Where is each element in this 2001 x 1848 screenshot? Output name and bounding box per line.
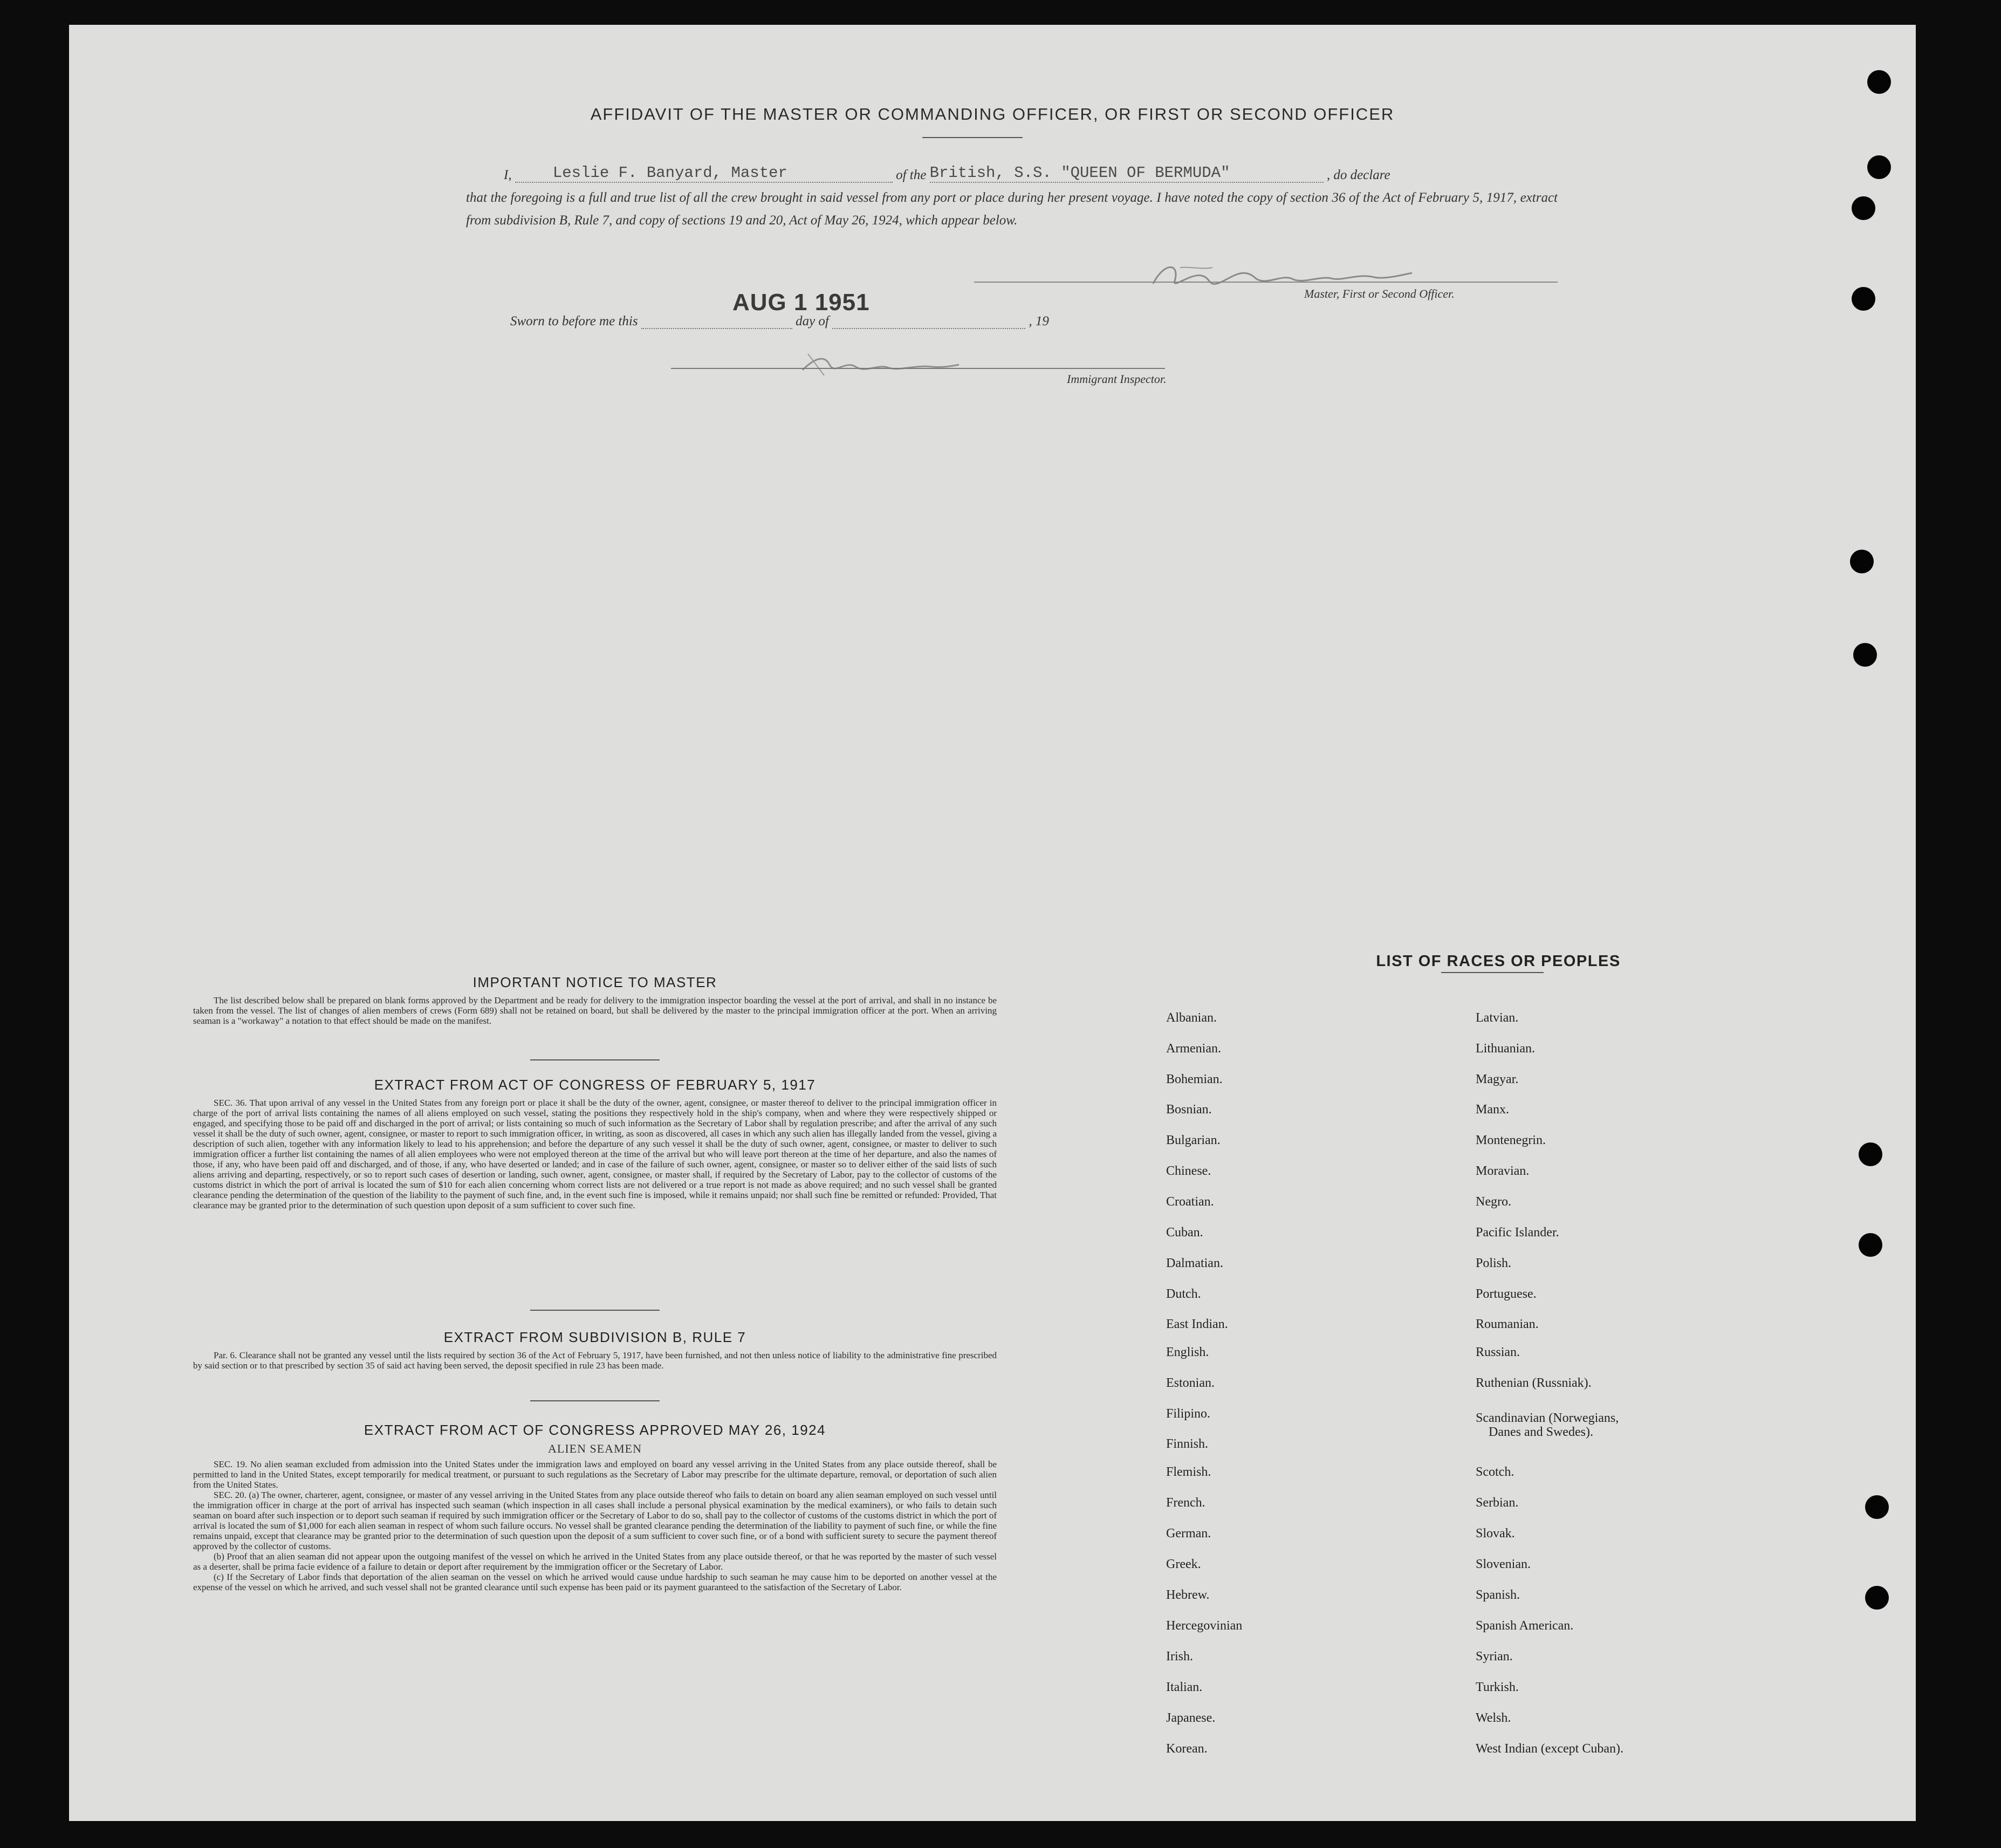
race-right: Danes and Swedes).	[1489, 1425, 1593, 1439]
title-divider	[922, 137, 1023, 138]
race-left: Filipino.	[1166, 1407, 1211, 1421]
race-left: Italian.	[1166, 1680, 1203, 1694]
rule-7-text: Par. 6. Clearance shall not be granted any vessel until the lists required by section 36 of the Act of February 5, 1917, have been furnished, and not then unless notice of liability to the administrative fine prescribed by said section or to that prescribed by section 35 of said act having been served, the deposit specified in rule 23 has been made.	[193, 1350, 997, 1371]
race-right: Magyar.	[1476, 1072, 1519, 1086]
race-right: Lithuanian.	[1476, 1042, 1535, 1056]
race-right: Manx.	[1476, 1103, 1509, 1117]
race-left: Greek.	[1166, 1557, 1201, 1571]
race-left: Dutch.	[1166, 1287, 1201, 1301]
race-left: Armenian.	[1166, 1042, 1221, 1056]
race-left: Hebrew.	[1166, 1588, 1210, 1602]
race-right: Scotch.	[1476, 1465, 1515, 1479]
inspector-signature	[792, 343, 964, 386]
race-left: German.	[1166, 1527, 1211, 1541]
race-right: Pacific Islander.	[1476, 1226, 1559, 1240]
document-page	[69, 25, 1916, 1821]
do-declare-label: , do declare	[1326, 168, 1390, 182]
divider-1	[193, 1059, 997, 1060]
punch-hole	[1853, 643, 1877, 667]
race-left: Flemish.	[1166, 1465, 1211, 1479]
race-right: Roumanian.	[1476, 1317, 1539, 1331]
act-1924-title: EXTRACT FROM ACT OF CONGRESS APPROVED MAY 26, 1924	[364, 1422, 826, 1438]
master-name: Leslie F. Banyard, Master	[515, 164, 893, 183]
affidavit-title: AFFIDAVIT OF THE MASTER OR COMMANDING OFFICER, OR FIRST OR SECOND OFFICER	[590, 105, 1395, 124]
punch-hole	[1865, 1586, 1889, 1610]
master-signature-caption: Master, First or Second Officer.	[1304, 287, 1455, 300]
race-left: Chinese.	[1166, 1164, 1211, 1178]
rule-7-title: EXTRACT FROM SUBDIVISION B, RULE 7	[443, 1329, 746, 1345]
notice-master	[193, 974, 997, 1026]
punch-hole	[1852, 287, 1875, 311]
race-right: Montenegrin.	[1476, 1133, 1546, 1147]
race-right: Polish.	[1476, 1256, 1512, 1270]
inspector-signature-line	[671, 368, 1165, 369]
race-right: Welsh.	[1476, 1711, 1511, 1725]
race-right: Scandinavian (Norwegians,	[1476, 1411, 1619, 1425]
race-right: Spanish American.	[1476, 1619, 1574, 1633]
race-right: Moravian.	[1476, 1164, 1530, 1178]
punch-hole	[1859, 1142, 1882, 1166]
notice-master-text: The list described below shall be prepared on blank forms approved by the Department and be ready for delivery to the immigration inspector boarding the vessel at the port of arrival, and shall in no instance be taken from the vessel. The list of changes of alien members of crews (Form 689) shall not be retained on board, but shall be delivered by the master to the principal immigration officer at the port. When an arriving seaman is a "workaway" a notation to that effect should be made on the manifest.	[193, 995, 997, 1026]
race-left: Irish.	[1166, 1649, 1193, 1664]
date-stamp: AUG 1 1951	[732, 289, 870, 316]
punch-hole	[1852, 196, 1875, 220]
act-1924-sec20a: SEC. 20. (a) The owner, charterer, agent, consignee, or master of any vessel arriving in the United States from any place outside thereof who fails to detain on board any alien seaman employed on such vessel until the immigration officer in charge at the port of arrival has inspected such seaman (which inspection in all cases shall include a personal physical examination by the medical examiners), or who fails to detain such seaman on board after such inspection or to deport such seaman if required by such immigration officer or the Secretary of Labor to do so, shall pay to the collector of customs of the customs district in which the port of arrival is located the sum of $1,000 for each alien seaman in respect of whom such failure occurs. No vessel shall be granted clearance pending the determination of the liability to payment of such fine, or while the fine remains unpaid, except that clearance may be granted prior to the determination of such question upon the deposit of a sum sufficient to cover such fine, or of a bond with sufficient surety to secure the payment thereof approved by the collector of customs.	[193, 1490, 997, 1551]
race-right: Negro.	[1476, 1195, 1511, 1209]
master-signature-line	[974, 282, 1558, 283]
race-right: Slovenian.	[1476, 1557, 1531, 1571]
rule-7-section	[193, 1329, 997, 1371]
race-left: Croatian.	[1166, 1195, 1214, 1209]
race-right: Syrian.	[1476, 1649, 1513, 1664]
races-title-divider	[1441, 972, 1544, 973]
act-1924-sec20c: (c) If the Secretary of Labor finds that deportation of the alien seaman on the vessel on which he arrived would cause undue hardship to such seaman he may cause him to be deported on another vessel at the expense of the vessel on which he arrived, and such vessel shall not be granted clearance until such expense has been paid or its payment guaranteed to the satisfaction of the Secretary of Labor.	[193, 1572, 997, 1592]
day-of-label: day of	[796, 314, 829, 328]
race-left: English.	[1166, 1345, 1209, 1359]
race-right: Portuguese.	[1476, 1287, 1537, 1301]
race-left: Bosnian.	[1166, 1103, 1212, 1117]
declaration-body: that the foregoing is a full and true list of all the crew brought in said vessel from any port or place during her present voyage. I have noted the copy of section 36 of the Act of February 5, 1917, extract from subdivision B, Rule 7, and copy of sections 19 and 20, Act of May 26, 1924, which appear below.	[466, 190, 1558, 228]
race-left: Albanian.	[1166, 1011, 1217, 1025]
race-left: Korean.	[1166, 1742, 1208, 1756]
race-left: French.	[1166, 1496, 1205, 1510]
act-1917-title: EXTRACT FROM ACT OF CONGRESS OF FEBRUARY 5, 1917	[374, 1077, 816, 1093]
race-left: Bulgarian.	[1166, 1133, 1221, 1147]
race-left: Cuban.	[1166, 1226, 1203, 1240]
notice-master-title: IMPORTANT NOTICE TO MASTER	[472, 974, 717, 990]
punch-hole	[1867, 70, 1891, 94]
act-1917-section	[193, 1077, 997, 1210]
declaration-prefix: I,	[504, 168, 512, 182]
year-prefix: , 19	[1029, 314, 1049, 328]
vessel-name: British, S.S. "QUEEN OF BERMUDA"	[930, 164, 1324, 183]
race-left: East Indian.	[1166, 1317, 1228, 1331]
sworn-prefix: Sworn to before me this	[510, 314, 638, 328]
divider-3	[193, 1400, 997, 1401]
race-right: West Indian (except Cuban).	[1476, 1742, 1623, 1756]
act-1924-sec20b: (b) Proof that an alien seaman did not appear upon the outgoing manifest of the vessel on which he arrived in the United States from any place outside thereof, or that he was reported by the master of such vessel as a deserter, shall be prima facie evidence of a failure to detain or deport after requirement by the immigration officer or the Secretary of Labor.	[193, 1551, 997, 1572]
race-left: Bohemian.	[1166, 1072, 1223, 1086]
punch-hole	[1850, 550, 1874, 573]
punch-hole	[1867, 155, 1891, 179]
inspector-caption: Immigrant Inspector.	[1067, 372, 1167, 386]
race-right: Serbian.	[1476, 1496, 1519, 1510]
divider-2	[193, 1310, 997, 1311]
race-left: Hercegovinian	[1166, 1619, 1243, 1633]
race-left: Japanese.	[1166, 1711, 1216, 1725]
act-1924-sec19: SEC. 19. No alien seaman excluded from admission into the United States under the immigration laws and employed on board any vessel arriving in the United States from any place outside thereof, shall be permitted to land in the United States, except temporarily for medical treatment, or pursuant to such regulations as the Secretary of Labor may prescribe for the ultimate departure, removal, or deportation of such alien from the United States.	[193, 1459, 997, 1490]
race-left: Estonian.	[1166, 1376, 1215, 1390]
race-right: Slovak.	[1476, 1527, 1515, 1541]
act-1924-section	[193, 1422, 997, 1592]
race-right: Ruthenian (Russniak).	[1476, 1376, 1592, 1390]
race-right: Latvian.	[1476, 1011, 1519, 1025]
race-right: Spanish.	[1476, 1588, 1520, 1602]
race-left: Dalmatian.	[1166, 1256, 1223, 1270]
act-1917-text: SEC. 36. That upon arrival of any vessel in the United States from any foreign port or place it shall be the duty of the owner, agent, consignee, or master thereof to deliver to the principal immigration officer in charge of the port of arrival lists containing the names of all aliens employed on such vessel, stating the positions they respectively hold in the ship's company, when and where they were respectively shipped or engaged, and specifying those to be paid off and discharged in the port of arrival; or lists containing so much of such information as the Secretary of Labor shall by regulation prescribe; and after the arrival of any such vessel it shall be the duty of such owner, agent, consignee, or master to report to such immigration officer, in writing, as soon as discovered, all cases in which any such alien has illegally landed from the vessel, giving a description of such alien, together with any information likely to lead to his apprehension; and before the departure of any such vessel it shall be the duty of such owner, agent, consignee, or master to deliver to such immigration officer a further list containing the names of all alien employees who were not employed thereon at the time of the arrival but who will leave port thereon at the time of her departure, and also the names of those, if any, who have been paid off and discharged, and of those, if any, who have deserted or landed; and in case of the failure of such owner, agent, consignee, or master so to deliver either of the said lists of such aliens arriving and departing, respectively, or so to report such cases of desertion or landing, such owner, agent, consignee, or master shall, if required by the Secretary of Labor, pay to the collector of customs of the customs district in which the port of arrival is located the sum of $10 for each alien concerning whom correct lists are not delivered or a true report is not made as above required; and no such vessel shall be granted clearance pending the determination of the question of the liability to the payment of such fine, and, in the event such fine is imposed, while it remains unpaid; nor shall such fine be remitted or refunded: Provided, That clearance may be granted prior to the determination of such question upon deposit of a sum sufficient to cover such fine.	[193, 1098, 997, 1210]
of-the-label: of the	[896, 168, 927, 182]
punch-hole	[1859, 1233, 1882, 1257]
punch-hole	[1865, 1495, 1889, 1519]
races-title: LIST OF RACES OR PEOPLES	[1376, 953, 1621, 970]
race-left: Finnish.	[1166, 1437, 1209, 1451]
race-right: Russian.	[1476, 1345, 1520, 1359]
race-right: Turkish.	[1476, 1680, 1519, 1694]
declaration-line	[504, 164, 1390, 183]
act-1924-subtitle: ALIEN SEAMEN	[548, 1442, 642, 1455]
